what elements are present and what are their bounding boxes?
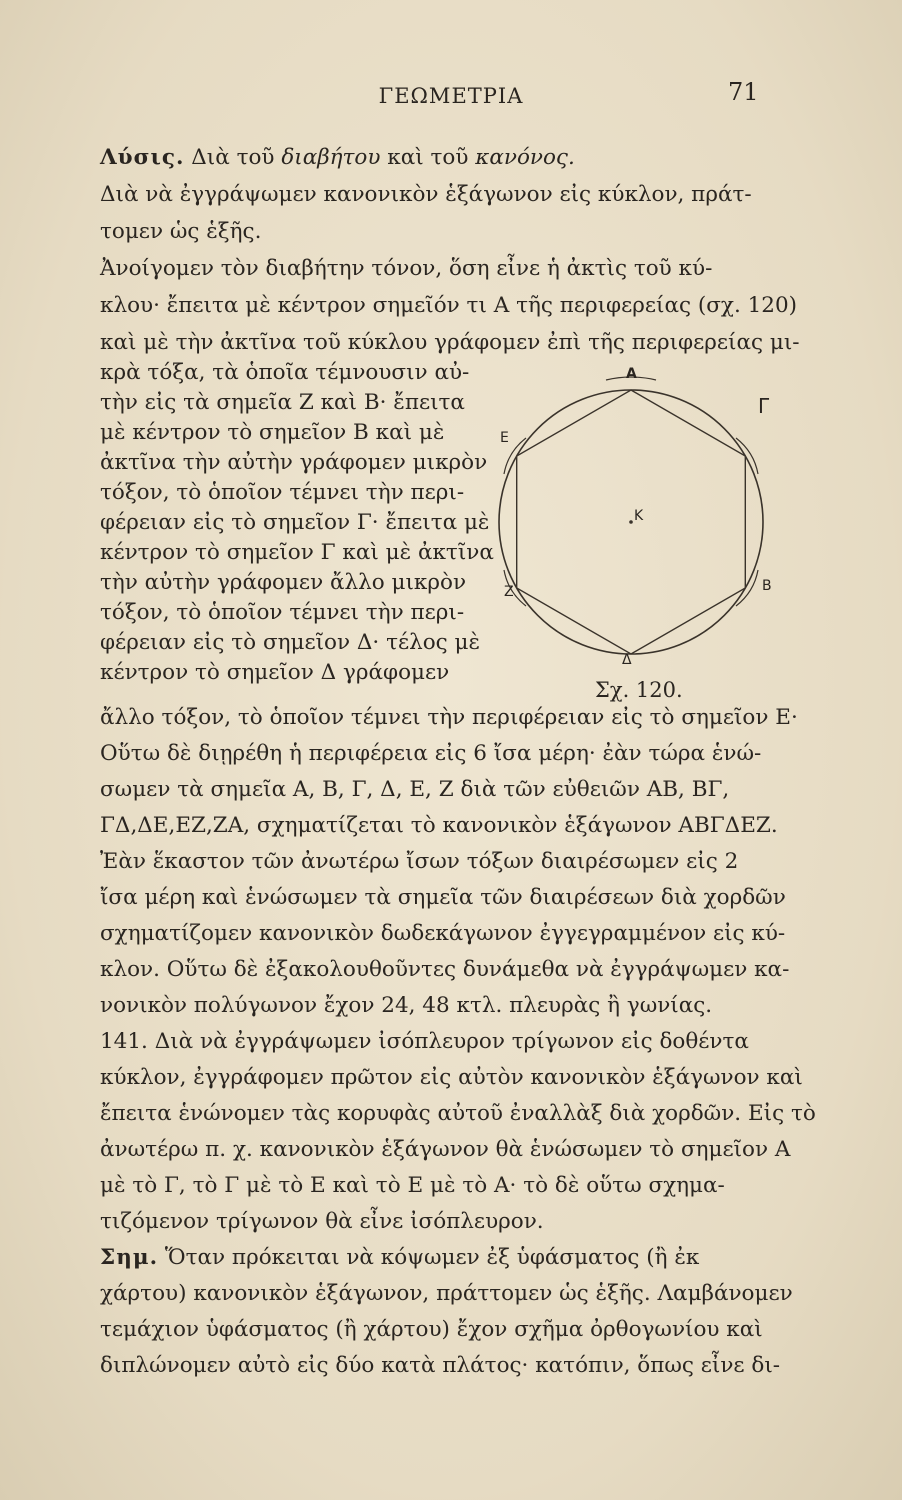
vertex-label-b: Β — [762, 578, 772, 594]
text-line: τόξον, τὸ ὁποῖον τέμνει τὴν περι- — [100, 600, 465, 625]
text-line: ἀνωτέρω π. χ. κανονικὸν ἑξάγωνον θὰ ἑνώσωμεν τὸ σημεῖον Α — [100, 1137, 791, 1162]
text-line: Ἀνοίγομεν τὸν διαβήτην τόνον, ὅση εἶνε ἡ ἀκτὶς τοῦ κύ- — [100, 256, 713, 281]
text-line: κέντρον τὸ σημεῖον Γ καὶ μὲ ἀκτῖνα — [100, 540, 494, 565]
solution-text: Διὰ τοῦ — [184, 145, 282, 170]
note-label: Σημ. — [100, 1245, 159, 1270]
text-line: τεμάχιον ὑφάσματος (ἢ χάρτου) ἔχον σχῆμα ὀρθογωνίου καὶ — [100, 1317, 763, 1342]
text-line: ἔπειτα ἑνώνομεν τὰς κορυφὰς αὐτοῦ ἐναλλὰξ διὰ χορδῶν. Εἰς τὸ — [100, 1101, 816, 1126]
arc-mark-b — [736, 570, 758, 606]
note-heading — [100, 1240, 800, 1276]
text-line: ἀκτῖνα τὴν αὐτὴν γράφομεν μικρὸν — [100, 450, 488, 475]
text-line: 141. Διὰ νὰ ἐγγράψωμεν ἰσόπλευρον τρίγωνον εἰς δοθέντα — [100, 1029, 749, 1054]
text-line: μὲ τὸ Γ, τὸ Γ μὲ τὸ Ε καὶ τὸ Ε μὲ τὸ Α· τὸ δὲ οὕτω σχημα- — [100, 1173, 725, 1198]
center-point — [629, 520, 633, 524]
text-line: ἄλλο τόξον, τὸ ὁποῖον τέμνει τὴν περιφέρειαν εἰς τὸ σημεῖον Ε· — [100, 705, 798, 730]
note-text: Ὅταν πρόκειται νὰ κόψωμεν ἐξ ὑφάσματος (ἢ ἐκ — [158, 1245, 700, 1270]
text-line: κέντρον τὸ σημεῖον Δ γράφομεν — [100, 660, 450, 685]
text-line: φέρειαν εἰς τὸ σημεῖον Δ· τέλος μὲ — [100, 630, 481, 655]
page-number: 71 — [728, 78, 759, 106]
text-line: κλου· ἔπειτα μὲ κέντρον σημεῖόν τι Α τῆς περιφερείας (σχ. 120) — [100, 293, 798, 318]
figure-hexagon — [486, 352, 796, 712]
figure-caption: Σχ. 120. — [595, 678, 683, 702]
text-line: χάρτου) κανονικὸν ἑξάγωνον, πράττομεν ὡς ἑξῆς. Λαμβάνομεν — [100, 1281, 793, 1306]
text-line: Διὰ νὰ ἐγγράψωμεν κανονικὸν ἑξάγωνον εἰς κύκλον, πράτ- — [100, 182, 752, 207]
text-line: καὶ μὲ τὴν ἀκτῖνα τοῦ κύκλου γράφομεν ἐπὶ τῆς περιφερείας μι- — [100, 330, 800, 355]
text-line: σχηματίζομεν κανονικὸν δωδεκάγωνον ἐγγεγραμμένον εἰς κύ- — [100, 921, 786, 946]
vertex-label-e: Ε — [500, 430, 509, 446]
text-line: σωμεν τὰ σημεῖα Α, Β, Γ, Δ, Ε, Ζ διὰ τῶν εὐθειῶν ΑΒ, ΒΓ, — [100, 777, 730, 802]
text-line: ΓΔ,ΔΕ,ΕΖ,ΖΑ, σχηματίζεται τὸ κανονικὸν ἑξάγωνον ΑΒΓΔΕΖ. — [100, 813, 778, 838]
solution-tool-compass: διαβήτου — [281, 145, 381, 170]
text-line: κύκλον, ἐγγράφομεν πρῶτον εἰς αὐτὸν κανονικὸν ἑξάγωνον καὶ — [100, 1065, 803, 1090]
text-line: φέρειαν εἰς τὸ σημεῖον Γ· ἔπειτα μὲ — [100, 510, 490, 535]
text-line: τόξον, τὸ ὁποῖον τέμνει τὴν περι- — [100, 480, 465, 505]
center-label-k: Κ — [634, 508, 644, 524]
vertex-label-d: Δ — [622, 652, 632, 668]
text-line: Ἐὰν ἕκαστον τῶν ἀνωτέρω ἴσων τόξων διαιρέσωμεν εἰς 2 — [100, 849, 739, 874]
text-line: ἴσα μέρη καὶ ἑνώσωμεν τὰ σημεῖα τῶν διαιρέσεων διὰ χορδῶν — [100, 885, 786, 910]
hexagon-diagram — [486, 352, 796, 712]
text-line: τὴν αὐτὴν γράφομεν ἄλλο μικρὸν — [100, 570, 467, 595]
solution-label: Λύσις. — [100, 145, 185, 170]
text-line: κρὰ τόξα, τὰ ὁποῖα τέμνουσιν αὐ- — [100, 360, 470, 385]
text-line: κλον. Οὕτω δὲ ἐξακολουθοῦντες δυνάμεθα νὰ ἐγγράψωμεν κα- — [100, 957, 790, 982]
vertex-label-a: Α — [626, 366, 637, 382]
solution-heading — [100, 140, 800, 176]
text-line: τὴν εἰς τὰ σημεῖα Ζ καὶ Β· ἔπειτα — [100, 390, 465, 415]
text-line: νονικὸν πολύγωνον ἔχον 24, 48 κτλ. πλευρὰς ἢ γωνίας. — [100, 993, 713, 1018]
text-line: διπλώνομεν αὐτὸ εἰς δύο κατὰ πλάτος· κατόπιν, ὅπως εἶνε δι- — [100, 1353, 781, 1378]
solution-tool-ruler: κανόνος. — [475, 145, 575, 170]
text-line: Οὕτω δὲ διῃρέθη ἡ περιφέρεια εἰς 6 ἴσα μέρη· ἐὰν τώρα ἑνώ- — [100, 741, 762, 766]
text-line: τιζόμενον τρίγωνον θὰ εἶνε ἰσόπλευρον. — [100, 1209, 544, 1234]
text-line: μὲ κέντρον τὸ σημεῖον Β καὶ μὲ — [100, 420, 445, 445]
vertex-label-z: Ζ — [504, 584, 514, 600]
vertex-label-g: Γ — [758, 394, 770, 418]
arc-mark-g — [736, 438, 758, 474]
text-line: τομεν ὡς ἑξῆς. — [100, 219, 262, 244]
running-title: ΓΕΩΜΕΤΡΙΑ — [378, 84, 524, 108]
page-header — [0, 78, 902, 118]
solution-text-and: καὶ τοῦ — [380, 145, 476, 170]
